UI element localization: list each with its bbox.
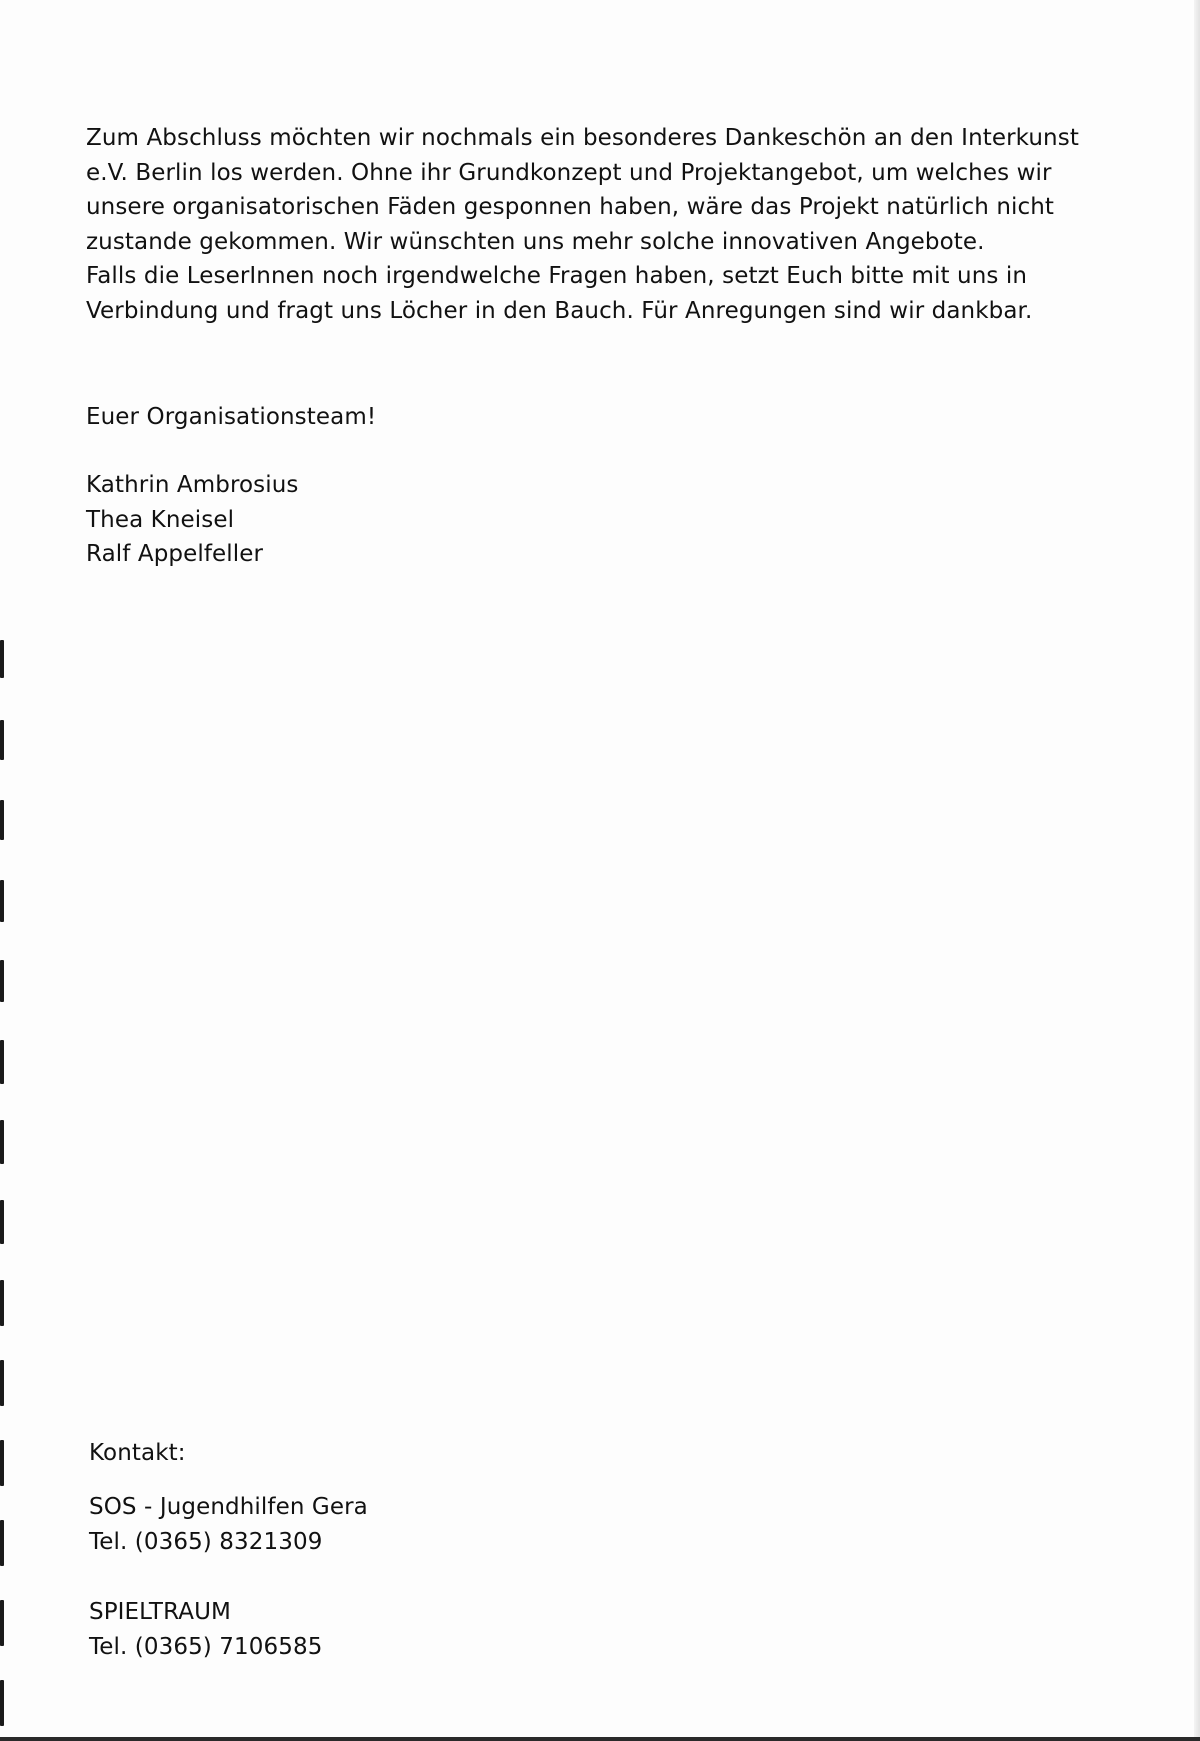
- binding-hole-mark: [0, 640, 4, 678]
- binding-hole-mark: [0, 1040, 4, 1084]
- binding-hole-mark: [0, 1680, 4, 1726]
- paragraph-line: Verbindung und fragt uns Löcher in den Bauch. Für Anregungen sind wir dankbar.: [86, 297, 1033, 324]
- binding-hole-mark: [0, 1600, 4, 1646]
- binding-hole-mark: [0, 1520, 4, 1566]
- binding-holes: [0, 0, 8, 1741]
- contact-label: Kontakt:: [89, 1440, 186, 1466]
- signatory-name: Ralf Appelfeller: [86, 541, 264, 568]
- closing-paragraph: [86, 121, 1079, 329]
- binding-hole-mark: [0, 1200, 4, 1244]
- signatory-list: [86, 468, 299, 572]
- paragraph-line: unsere organisatorischen Fäden gesponnen haben, wäre das Projekt natürlich nicht: [86, 194, 1055, 221]
- page-edge-shadow: [1194, 0, 1200, 1741]
- paragraph-line: Falls die LeserInnen noch irgendwelche Fragen haben, setzt Euch bitte mit uns in: [86, 263, 1028, 290]
- binding-hole-mark: [0, 720, 4, 760]
- organization-name: SOS - Jugendhilfen Gera: [89, 1494, 368, 1520]
- greeting: Euer Organisationsteam!: [86, 404, 377, 430]
- binding-hole-mark: [0, 1120, 4, 1164]
- organization-phone: Tel. (0365) 7106585: [89, 1633, 323, 1660]
- contact-organization: [89, 1490, 368, 1559]
- signatory-name: Kathrin Ambrosius: [86, 472, 299, 498]
- page-bottom-edge: [0, 1737, 1200, 1741]
- contact-organization: [89, 1595, 322, 1664]
- binding-hole-mark: [0, 1360, 4, 1406]
- binding-hole-mark: [0, 1440, 4, 1486]
- organization-name: SPIELTRAUM: [89, 1599, 231, 1625]
- binding-hole-mark: [0, 960, 4, 1002]
- binding-hole-mark: [0, 880, 4, 922]
- signatory-name: Thea Kneisel: [86, 506, 235, 533]
- binding-hole-mark: [0, 800, 4, 840]
- paragraph-line: zustande gekommen. Wir wünschten uns mehr solche innovativen Angebote.: [86, 228, 985, 255]
- organization-phone: Tel. (0365) 8321309: [89, 1528, 323, 1555]
- paragraph-line: e.V. Berlin los werden. Ohne ihr Grundkonzept und Projektangebot, um welches wir: [86, 159, 1052, 186]
- paragraph-line: Zum Abschluss möchten wir nochmals ein besonderes Dankeschön an den Interkunst: [86, 125, 1079, 151]
- binding-hole-mark: [0, 1280, 4, 1326]
